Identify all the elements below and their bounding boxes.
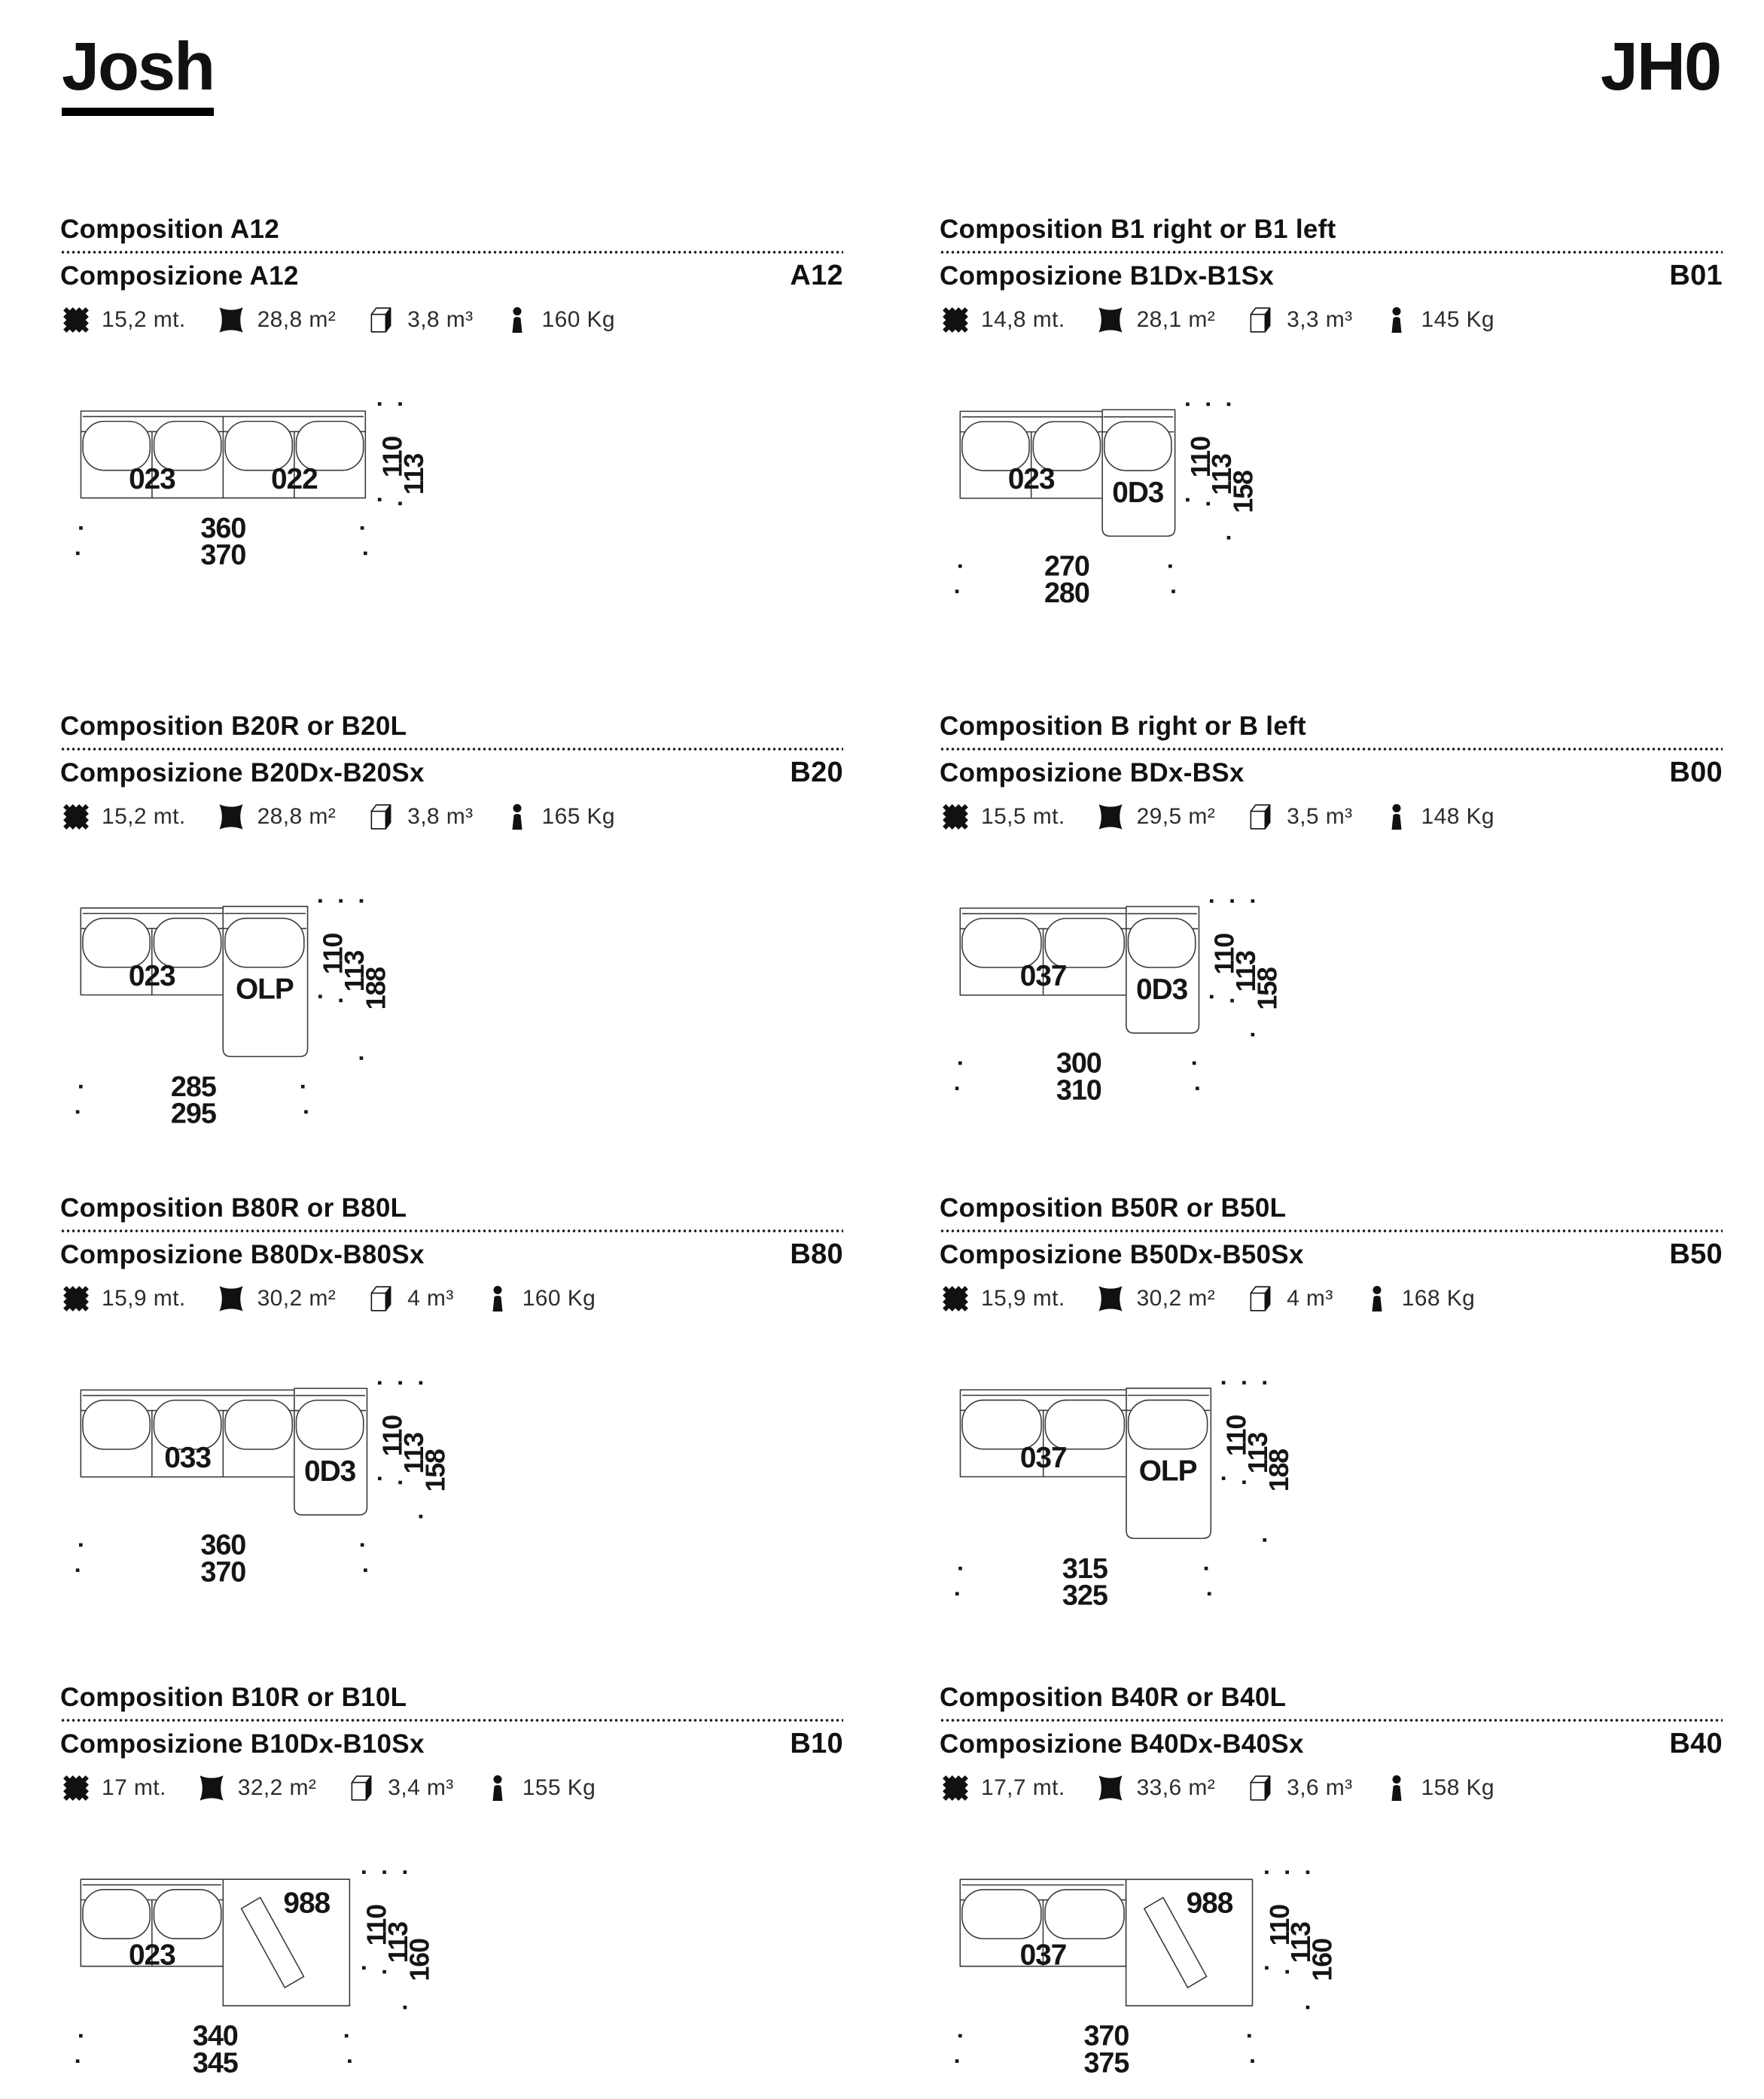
sofa-diagram [940,1863,1373,2079]
dotted-divider [60,748,843,751]
volume-box-icon [366,305,396,335]
sofa-diagram [940,395,1293,609]
svg-text:037: 037 [1019,1441,1067,1474]
fabric-length-value: 15,2 mt. [102,307,186,332]
page-header [62,29,1720,116]
fabric-length-value: 15,9 mt. [981,1286,1065,1311]
svg-text:033: 033 [164,1442,211,1475]
svg-text:113: 113 [1286,1922,1317,1963]
leather-spec [216,802,337,832]
leather-spec [1095,1284,1216,1314]
svg-text:160: 160 [1307,1939,1338,1982]
weight-icon [1383,803,1410,831]
fabric-length-value: 14,8 mt. [981,307,1065,332]
leather-area-value: 30,2 m² [1136,1286,1216,1311]
svg-text:158: 158 [1252,967,1283,1010]
specs-row [62,799,615,835]
svg-text:110: 110 [361,1904,392,1946]
weight-icon [484,1774,511,1802]
weight-spec [504,306,615,334]
volume-spec [1245,305,1352,335]
svg-text:113: 113 [399,1433,430,1474]
composition-title-en: Composition B right or B left [940,711,1306,741]
sofa-diagram [940,1374,1330,1611]
svg-text:285: 285 [170,1071,216,1103]
svg-text:110: 110 [1185,437,1216,478]
leather-hide-icon [1095,1773,1126,1803]
svg-text:270: 270 [1043,550,1089,583]
composition-subtitle-row [940,757,1723,789]
svg-text:113: 113 [398,453,429,495]
weight-value: 160 Kg [541,307,616,332]
product-code: JH0 [1600,29,1720,105]
composition-title-en: Composition A12 [60,215,279,244]
leather-hide-icon [197,1773,227,1803]
leather-spec [1095,305,1216,335]
weight-value: 155 Kg [522,1775,596,1800]
svg-text:023: 023 [1007,463,1055,496]
fabric-length-value: 17 mt. [102,1775,166,1800]
volume-spec [1245,1773,1352,1803]
volume-value: 3,3 m³ [1287,307,1353,332]
leather-spec [216,305,337,335]
specs-row [62,302,615,338]
svg-text:295: 295 [170,1098,216,1129]
leather-hide-icon [1095,305,1126,335]
svg-text:345: 345 [192,2047,238,2079]
svg-text:023: 023 [129,462,175,495]
svg-text:310: 310 [1056,1074,1101,1106]
svg-text:023: 023 [128,1939,175,1972]
fabric-spec [941,1284,1065,1313]
volume-spec [1245,802,1352,832]
volume-box-icon [1245,1773,1275,1803]
volume-box-icon [366,802,396,832]
svg-text:0D3: 0D3 [304,1455,356,1488]
leather-spec [197,1773,317,1803]
weight-value: 168 Kg [1401,1286,1476,1311]
composition-title-it: Composizione B10Dx-B10Sx [60,1729,425,1759]
weight-value: 148 Kg [1421,804,1495,829]
composition-code: B40 [1669,1728,1723,1759]
composition-title-it: Composizione B80Dx-B80Sx [60,1240,425,1269]
fabric-swatch-icon [62,803,90,831]
volume-box-icon [1245,1284,1275,1314]
svg-text:110: 110 [1209,933,1240,975]
composition-title-en: Composition B1 right or B1 left [940,215,1336,244]
composition-block [60,1683,843,2099]
weight-spec [484,1774,596,1802]
sofa-diagram [940,892,1318,1106]
dotted-divider [940,1229,1723,1232]
weight-value: 165 Kg [541,804,616,829]
svg-text:0D3: 0D3 [1112,477,1164,509]
weight-icon [504,306,531,334]
fabric-length-value: 17,7 mt. [981,1775,1065,1800]
fabric-length-value: 15,5 mt. [981,804,1065,829]
composition-title-en: Composition B10R or B10L [60,1683,407,1712]
volume-box-icon [1245,802,1275,832]
composition-code: A12 [790,260,843,291]
composition-block [940,1193,1723,1683]
svg-text:988: 988 [1186,1887,1233,1920]
leather-area-value: 32,2 m² [237,1775,317,1800]
svg-text:280: 280 [1043,577,1089,609]
svg-text:300: 300 [1056,1047,1101,1080]
leather-spec [1095,802,1216,832]
composition-block [940,215,1723,711]
sofa-diagram [60,395,486,571]
page-title: Josh [62,33,214,116]
svg-text:110: 110 [377,1415,408,1457]
weight-value: 158 Kg [1421,1775,1495,1800]
composition-code: B01 [1669,260,1723,291]
volume-box-icon [346,1773,376,1803]
svg-text:022: 022 [271,462,318,495]
composition-title-it: Composizione B40Dx-B40Sx [940,1729,1304,1759]
leather-hide-icon [216,802,246,832]
volume-spec [366,305,473,335]
leather-area-value: 28,1 m² [1136,307,1216,332]
leather-hide-icon [216,305,246,335]
leather-hide-icon [216,1284,246,1314]
volume-value: 3,8 m³ [407,804,474,829]
composition-title-it: Composizione A12 [60,261,299,291]
dotted-divider [60,251,843,254]
fabric-spec [941,306,1065,334]
dotted-divider [940,251,1723,254]
svg-text:113: 113 [1242,1432,1273,1474]
svg-text:110: 110 [377,436,408,478]
leather-area-value: 33,6 m² [1136,1775,1216,1800]
weight-spec [1383,1774,1494,1802]
volume-value: 4 m³ [1287,1286,1333,1311]
dotted-divider [940,1719,1723,1722]
svg-text:037: 037 [1019,1939,1067,1972]
composition-subtitle-row [940,1728,1723,1760]
fabric-spec [62,306,186,334]
svg-text:188: 188 [361,967,391,1010]
weight-spec [504,803,615,831]
weight-spec [1383,803,1494,831]
composition-block [60,215,843,711]
dotted-divider [60,1229,843,1232]
weight-icon [1383,306,1410,334]
svg-text:113: 113 [1231,951,1262,992]
composition-subtitle-row [60,260,843,292]
volume-value: 3,5 m³ [1287,804,1353,829]
svg-text:037: 037 [1019,960,1067,993]
svg-text:988: 988 [283,1887,331,1920]
fabric-swatch-icon [941,803,970,831]
composition-code: B50 [1669,1238,1723,1270]
svg-text:188: 188 [1264,1449,1295,1492]
svg-text:375: 375 [1083,2047,1129,2079]
volume-box-icon [366,1284,396,1314]
svg-text:158: 158 [1228,471,1259,513]
volume-spec [366,1284,454,1314]
weight-icon [504,803,531,831]
composition-title-en: Composition B50R or B50L [940,1193,1287,1223]
sofa-diagram [60,1863,470,2079]
leather-spec [1095,1773,1216,1803]
weight-value: 145 Kg [1421,307,1495,332]
composition-code: B20 [790,757,843,788]
composition-block [60,711,843,1193]
svg-text:110: 110 [1264,1904,1295,1946]
volume-box-icon [1245,305,1275,335]
volume-value: 3,6 m³ [1287,1775,1353,1800]
specs-row [941,799,1494,835]
volume-spec [1245,1284,1333,1314]
composition-subtitle-row [60,1238,843,1271]
specs-row [941,1281,1475,1317]
composition-code: B80 [790,1238,843,1270]
svg-text:0D3: 0D3 [1136,973,1188,1006]
fabric-spec [62,1774,166,1802]
volume-spec [346,1773,453,1803]
svg-text:360: 360 [200,1529,246,1561]
leather-area-value: 30,2 m² [257,1286,337,1311]
composition-subtitle-row [60,1728,843,1760]
svg-text:340: 340 [192,2020,238,2052]
svg-text:158: 158 [420,1449,451,1492]
composition-code: B10 [790,1728,843,1759]
svg-text:370: 370 [1083,2020,1129,2052]
fabric-swatch-icon [62,1774,90,1802]
composition-title-it: Composizione B1Dx-B1Sx [940,261,1275,291]
specs-row [62,1281,596,1317]
leather-area-value: 28,8 m² [257,307,337,332]
composition-block [940,1683,1723,2099]
composition-subtitle-row [940,1238,1723,1271]
composition-grid [60,215,1723,2099]
specs-row [62,1770,596,1806]
composition-title-it: Composizione B50Dx-B50Sx [940,1240,1304,1269]
svg-text:OLP: OLP [1138,1455,1197,1488]
composition-block [60,1193,843,1683]
weight-icon [1363,1284,1391,1313]
weight-spec [484,1284,596,1313]
leather-area-value: 29,5 m² [1136,804,1216,829]
weight-spec [1363,1284,1475,1313]
fabric-spec [941,803,1065,831]
svg-text:370: 370 [200,1556,246,1588]
composition-block [940,711,1723,1193]
composition-title-it: Composizione B20Dx-B20Sx [60,758,425,788]
fabric-spec [62,803,186,831]
svg-text:325: 325 [1062,1580,1107,1611]
weight-icon [1383,1774,1410,1802]
weight-spec [1383,306,1494,334]
leather-hide-icon [1095,1284,1126,1314]
fabric-swatch-icon [62,1284,90,1313]
composition-code: B00 [1669,757,1723,788]
svg-text:113: 113 [383,1921,414,1963]
volume-value: 4 m³ [407,1286,454,1311]
volume-value: 3,4 m³ [388,1775,454,1800]
fabric-length-value: 15,2 mt. [102,804,186,829]
fabric-spec [941,1774,1065,1802]
volume-spec [366,802,473,832]
specs-row [941,1770,1494,1806]
svg-text:113: 113 [340,950,370,992]
fabric-swatch-icon [941,306,970,334]
svg-text:OLP: OLP [236,973,294,1006]
volume-value: 3,8 m³ [407,307,474,332]
sofa-diagram [60,1374,486,1588]
dotted-divider [60,1719,843,1722]
dotted-divider [940,748,1723,751]
fabric-swatch-icon [62,306,90,334]
sofa-diagram [60,892,426,1129]
weight-icon [484,1284,511,1313]
specs-row [941,302,1494,338]
composition-subtitle-row [60,757,843,789]
composition-title-en: Composition B40R or B40L [940,1683,1287,1712]
leather-area-value: 28,8 m² [257,804,337,829]
composition-subtitle-row [940,260,1723,292]
weight-value: 160 Kg [522,1286,596,1311]
fabric-length-value: 15,9 mt. [102,1286,186,1311]
composition-title-en: Composition B80R or B80L [60,1193,407,1223]
fabric-spec [62,1284,186,1313]
composition-title-en: Composition B20R or B20L [60,711,407,741]
svg-text:110: 110 [1221,1415,1252,1457]
svg-text:315: 315 [1062,1552,1107,1585]
svg-text:023: 023 [128,959,175,992]
svg-text:113: 113 [1207,454,1238,495]
leather-spec [216,1284,337,1314]
svg-text:360: 360 [200,512,246,544]
svg-text:110: 110 [318,933,349,975]
fabric-swatch-icon [941,1774,970,1802]
svg-text:160: 160 [404,1939,435,1982]
composition-title-it: Composizione BDx-BSx [940,758,1245,788]
leather-hide-icon [1095,802,1126,832]
svg-text:370: 370 [200,539,246,571]
fabric-swatch-icon [941,1284,970,1313]
